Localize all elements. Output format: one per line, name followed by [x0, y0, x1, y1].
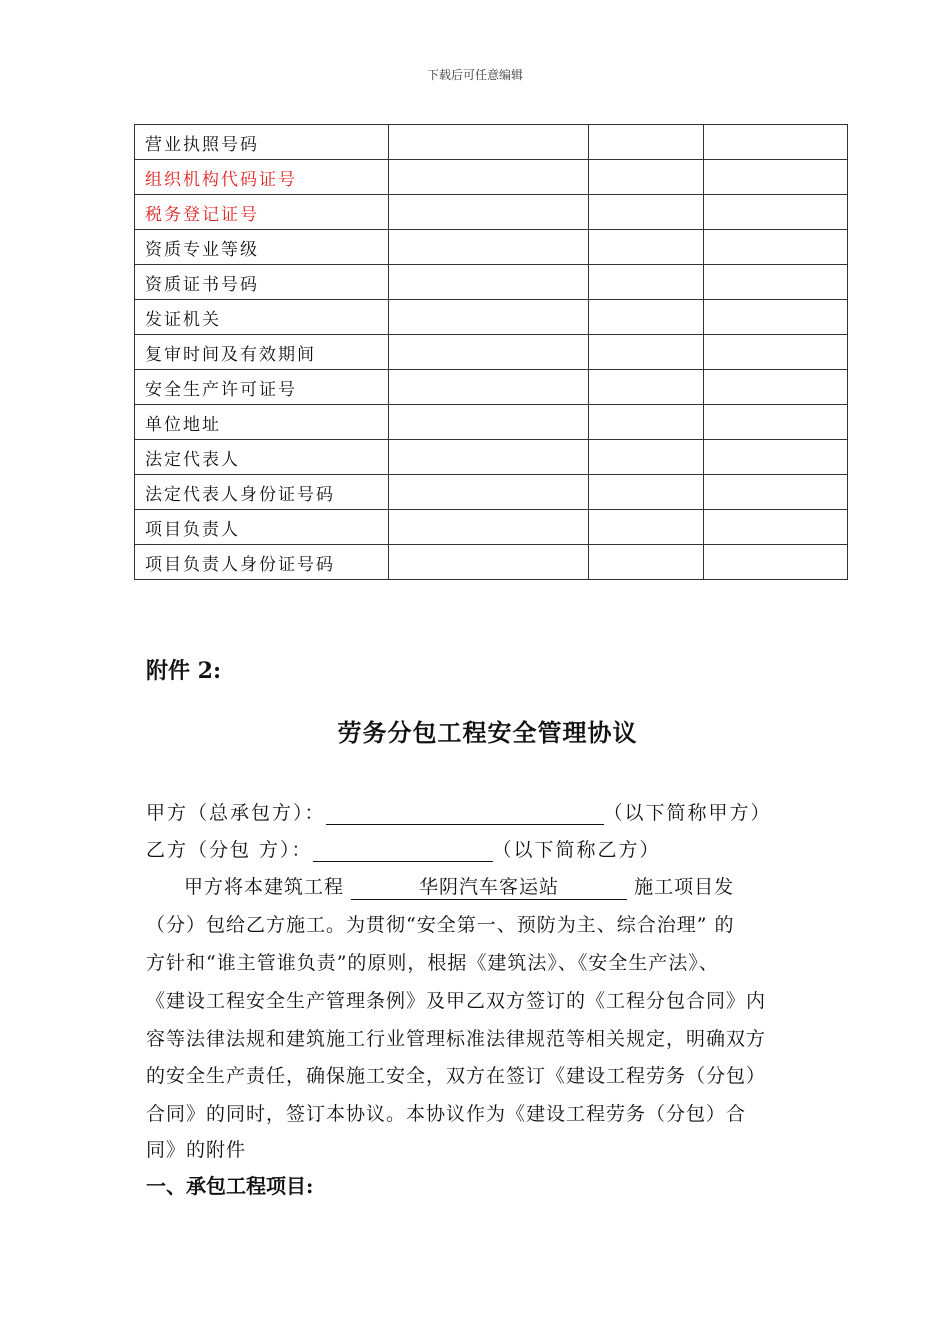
row-label: 安全生产许可证号 — [135, 370, 389, 405]
row-label: 资质专业等级 — [135, 230, 389, 265]
table-row — [135, 475, 848, 510]
party-b-suffix: （以下简称乙方） — [492, 839, 661, 861]
value-cell[interactable] — [704, 300, 848, 335]
body-line: 《建设工程安全生产管理条例》及甲乙双方签订的《工程分包合同》内 — [146, 990, 767, 1012]
value-cell[interactable] — [389, 370, 589, 405]
value-cell[interactable] — [389, 475, 589, 510]
body-line: 的安全生产责任，确保施工安全，双方在签订《建设工程劳务（分包） — [146, 1065, 767, 1087]
value-cell[interactable] — [704, 125, 848, 160]
party-b-blank[interactable] — [313, 839, 493, 862]
value-cell[interactable] — [704, 265, 848, 300]
value-cell[interactable] — [704, 195, 848, 230]
company-info-table — [134, 124, 848, 580]
body-line: 合同》的同时，签订本协议。本协议作为《建设工程劳务（分包）合 — [146, 1103, 747, 1125]
table-row — [135, 545, 848, 580]
table-row — [135, 160, 848, 195]
value-cell[interactable] — [589, 300, 704, 335]
value-cell[interactable] — [589, 510, 704, 545]
body-line: 方针和“谁主管谁负责”的原则，根据《建筑法》、《安全生产法》、 — [146, 952, 719, 974]
project-name: 华阴汽车客运站 — [351, 872, 627, 900]
party-a-line — [146, 798, 772, 825]
row-label: 项目负责人身份证号码 — [135, 545, 389, 580]
value-cell[interactable] — [389, 160, 589, 195]
party-a-suffix: （以下简称甲方） — [603, 802, 772, 824]
value-cell[interactable] — [589, 440, 704, 475]
row-label: 法定代表人身份证号码 — [135, 475, 389, 510]
row-label: 税务登记证号 — [135, 195, 389, 230]
value-cell[interactable] — [389, 300, 589, 335]
table-row — [135, 370, 848, 405]
row-label: 组织机构代码证号 — [135, 160, 389, 195]
table-row — [135, 265, 848, 300]
row-label: 法定代表人 — [135, 440, 389, 475]
table-row — [135, 440, 848, 475]
value-cell[interactable] — [704, 230, 848, 265]
body-line-1 — [184, 872, 734, 900]
row-label: 营业执照号码 — [135, 125, 389, 160]
value-cell[interactable] — [589, 370, 704, 405]
value-cell[interactable] — [704, 160, 848, 195]
body-line: 容等法律法规和建筑施工行业管理标准法律规范等相关规定，明确双方 — [146, 1028, 767, 1050]
value-cell[interactable] — [589, 335, 704, 370]
body-line: （分）包给乙方施工。为贯彻“安全第一、预防为主、综合治理” 的 — [146, 914, 735, 936]
row-label: 复审时间及有效期间 — [135, 335, 389, 370]
section-1-heading: 一、承包工程项目: — [146, 1174, 314, 1198]
value-cell[interactable] — [704, 510, 848, 545]
row-label: 项目负责人 — [135, 510, 389, 545]
value-cell[interactable] — [589, 545, 704, 580]
value-cell[interactable] — [704, 545, 848, 580]
value-cell[interactable] — [389, 230, 589, 265]
value-cell[interactable] — [589, 475, 704, 510]
value-cell[interactable] — [589, 230, 704, 265]
value-cell[interactable] — [389, 440, 589, 475]
value-cell[interactable] — [589, 125, 704, 160]
value-cell[interactable] — [389, 545, 589, 580]
body-line: 同》的附件 — [146, 1139, 247, 1161]
value-cell[interactable] — [389, 405, 589, 440]
party-b-label: 乙方（分包 方）： — [146, 839, 313, 861]
header-note: 下载后可任意编辑 — [426, 68, 523, 82]
value-cell[interactable] — [704, 440, 848, 475]
value-cell[interactable] — [704, 475, 848, 510]
row-label: 资质证书号码 — [135, 265, 389, 300]
table-row — [135, 405, 848, 440]
row-label: 单位地址 — [135, 405, 389, 440]
party-b-line — [146, 835, 661, 862]
value-cell[interactable] — [389, 265, 589, 300]
table-row — [135, 230, 848, 265]
body-line1-suffix: 施工项目发 — [634, 876, 735, 898]
party-a-label: 甲方（总承包方）： — [146, 802, 326, 824]
table-row — [135, 300, 848, 335]
value-cell[interactable] — [389, 195, 589, 230]
table-row — [135, 510, 848, 545]
value-cell[interactable] — [589, 265, 704, 300]
value-cell[interactable] — [704, 335, 848, 370]
value-cell[interactable] — [389, 125, 589, 160]
value-cell[interactable] — [589, 195, 704, 230]
agreement-title: 劳务分包工程安全管理协议 — [337, 718, 638, 747]
value-cell[interactable] — [704, 405, 848, 440]
table-row — [135, 335, 848, 370]
row-label: 发证机关 — [135, 300, 389, 335]
table-row — [135, 125, 848, 160]
value-cell[interactable] — [589, 405, 704, 440]
attachment-label: 附件 2: — [146, 658, 222, 684]
party-a-blank[interactable] — [326, 802, 604, 825]
body-line1-prefix: 甲方将本建筑工程 — [184, 876, 345, 898]
value-cell[interactable] — [704, 370, 848, 405]
value-cell[interactable] — [389, 510, 589, 545]
value-cell[interactable] — [389, 335, 589, 370]
value-cell[interactable] — [589, 160, 704, 195]
table-row — [135, 195, 848, 230]
